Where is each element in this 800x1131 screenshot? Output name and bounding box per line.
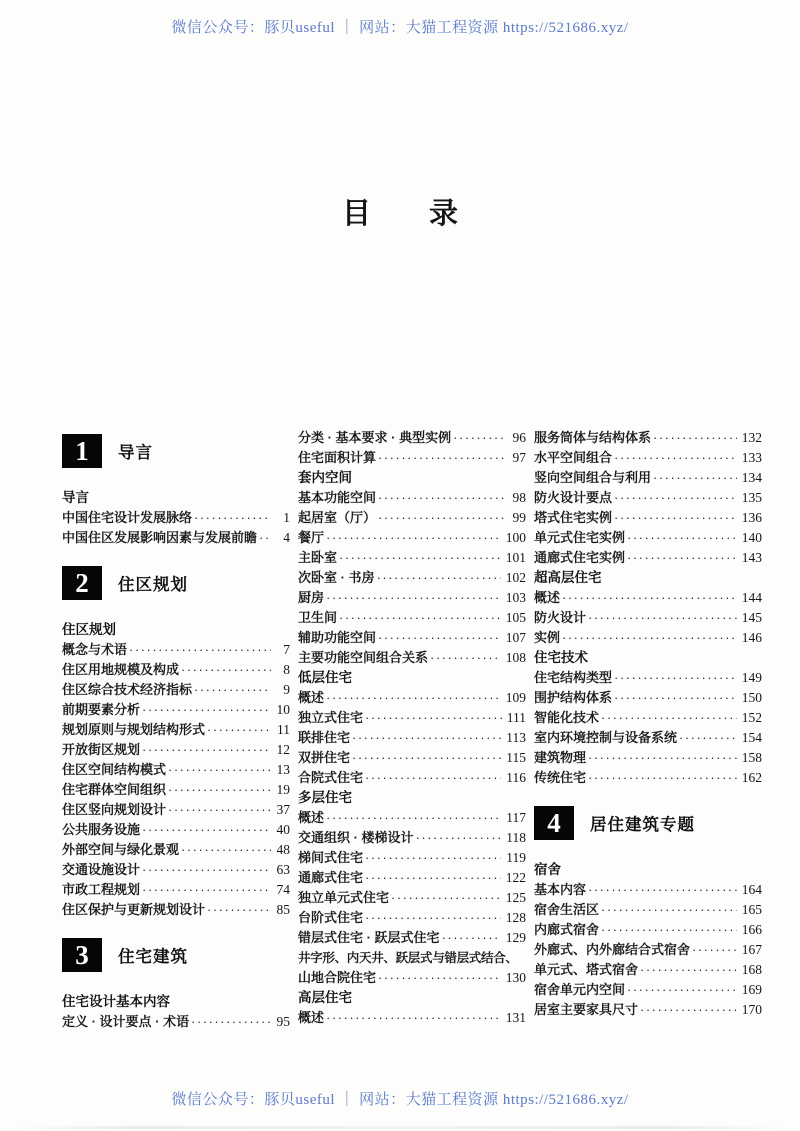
- toc-entry-page-number: 48: [276, 842, 290, 857]
- toc-subheading: 多层住宅: [298, 790, 352, 805]
- toc-entry-page-number: 8: [283, 662, 290, 677]
- toc-subheading: 套内空间: [298, 470, 352, 485]
- toc-entry-page-number: 131: [505, 1010, 526, 1025]
- toc-entry-page-number: 122: [505, 870, 526, 885]
- toc-entry-page-number: 134: [741, 470, 762, 485]
- toc-entry: [534, 748, 762, 768]
- toc-entry: [534, 708, 762, 728]
- chapter-number-box: 2: [62, 566, 102, 600]
- dot-leader: [614, 668, 737, 688]
- toc-entry-title: 宿舍生活区: [534, 902, 600, 917]
- toc-entry: [62, 880, 290, 900]
- toc-entry-page-number: 108: [505, 650, 526, 665]
- toc-entry: [298, 608, 526, 628]
- toc-entry: [534, 920, 762, 940]
- toc-entry: [534, 980, 762, 1000]
- toc-entry-page-number: 162: [741, 770, 762, 785]
- toc-entry-title: 错层式住宅 · 跃层式住宅: [298, 930, 440, 945]
- toc-entry: [62, 840, 290, 860]
- dot-leader: [207, 900, 271, 920]
- dot-leader: [588, 608, 737, 628]
- toc-entry-page-number: 37: [276, 802, 290, 817]
- dot-leader: [365, 908, 501, 928]
- toc-entry-page-number: 167: [741, 942, 762, 957]
- toc-entry-title: 住区保护与更新规划设计: [62, 902, 206, 917]
- dot-leader: [588, 768, 737, 788]
- toc-entry-title: 防火设计: [534, 610, 587, 625]
- toc-entry: [534, 940, 762, 960]
- toc-entry-page-number: 135: [741, 490, 762, 505]
- toc-entry-page-number: 158: [741, 750, 762, 765]
- toc-entry-title: 双拼住宅: [298, 750, 351, 765]
- toc-entry-page-number: 97: [512, 450, 526, 465]
- dot-leader: [442, 928, 501, 948]
- toc-entry-page-number: 109: [505, 690, 526, 705]
- chapter-label: 居住建筑专题: [590, 816, 695, 834]
- dot-leader: [168, 760, 271, 780]
- dot-leader: [365, 768, 501, 788]
- toc-entry-page-number: 132: [741, 430, 762, 445]
- toc-entry: [298, 548, 526, 568]
- dot-leader: [562, 628, 737, 648]
- toc-entry-title: 住区竖向规划设计: [62, 802, 167, 817]
- toc-entry: [534, 588, 762, 608]
- toc-entry-title: 中国住区发展影响因素与发展前瞻: [62, 530, 258, 545]
- toc-entry-page-number: 119: [506, 850, 526, 865]
- dot-leader: [259, 528, 271, 548]
- toc-entry-page-number: 95: [276, 1014, 290, 1029]
- toc-entry: [62, 740, 290, 760]
- toc-subheading: 宿舍: [534, 862, 561, 877]
- dot-leader: [365, 848, 501, 868]
- toc-entry-title: 服务筒体与结构体系: [534, 430, 652, 445]
- toc-entry: [534, 448, 762, 468]
- toc-entry-title: 住宅结构类型: [534, 670, 613, 685]
- toc-entry-title: 单元式、塔式宿舍: [534, 962, 639, 977]
- toc-entry-page-number: 165: [741, 902, 762, 917]
- chapter-number-box: 3: [62, 938, 102, 972]
- toc-subheading: 住区规划: [62, 622, 116, 637]
- toc-entry-page-number: 4: [283, 530, 290, 545]
- toc-entry: [534, 628, 762, 648]
- toc-entry-title: 概念与术语: [62, 642, 128, 657]
- toc-entry: [298, 508, 526, 528]
- dot-leader: [352, 728, 501, 748]
- toc-entry-title: 山地合院住宅: [298, 970, 377, 985]
- toc-entry: [534, 488, 762, 508]
- toc-columns: [62, 428, 762, 1032]
- dot-leader: [588, 748, 737, 768]
- toc-entry-title: 实例: [534, 630, 561, 645]
- dot-leader: [562, 588, 737, 608]
- toc-entry-page-number: 9: [283, 682, 290, 697]
- toc-entry-page-number: 117: [506, 810, 526, 825]
- toc-entry-page-number: 96: [512, 430, 526, 445]
- dot-leader: [339, 608, 501, 628]
- toc-entry-page-number: 105: [505, 610, 526, 625]
- toc-entry-page-number: 1: [283, 510, 290, 525]
- toc-entry-title: 起居室（厅）: [298, 510, 377, 525]
- dot-leader: [378, 448, 507, 468]
- toc-entry-title: 外廊式、内外廊结合式宿舍: [534, 942, 691, 957]
- toc-entry: [534, 960, 762, 980]
- dot-leader: [614, 688, 737, 708]
- toc-entry-title: 规划原则与规划结构形式: [62, 722, 206, 737]
- toc-entry: [298, 808, 526, 828]
- toc-entry-page-number: 111: [506, 710, 526, 725]
- toc-entry: [298, 1008, 526, 1028]
- dot-leader: [640, 1000, 737, 1020]
- dot-leader: [627, 980, 737, 1000]
- toc-entry-page-number: 100: [505, 530, 526, 545]
- chapter-heading: [62, 566, 290, 600]
- toc-entry: [62, 660, 290, 680]
- header-watermark-text: 微信公众号：豚贝useful ｜ 网站：大猫工程资源 https://521686.xyz/: [171, 20, 629, 36]
- toc-entry-title: 概述: [298, 810, 325, 825]
- toc-entry-page-number: 146: [741, 630, 762, 645]
- dot-leader: [181, 840, 271, 860]
- toc-entry: [534, 608, 762, 628]
- toc-entry-title: 中国住宅设计发展脉络: [62, 510, 193, 525]
- toc-entry: [298, 488, 526, 508]
- toc-entry-title: 主要功能空间组合关系: [298, 650, 429, 665]
- toc-entry-title: 通廊式住宅: [298, 870, 364, 885]
- toc-entry-page-number: 63: [276, 862, 290, 877]
- toc-entry-title: 单元式住宅实例: [534, 530, 626, 545]
- dot-leader: [365, 708, 502, 728]
- toc-entry-page-number: 118: [506, 830, 526, 845]
- toc-entry-title: 卫生间: [298, 610, 338, 625]
- toc-entry-title: 通廊式住宅实例: [534, 550, 626, 565]
- toc-entry-title: 住区空间结构模式: [62, 762, 167, 777]
- dot-leader: [142, 880, 271, 900]
- dot-leader: [653, 468, 737, 488]
- toc-subheading: 高层住宅: [298, 990, 352, 1005]
- toc-entry: [298, 648, 526, 668]
- chapter-label: 住区规划: [118, 576, 188, 594]
- toc-entry-title: 独立式住宅: [298, 710, 364, 725]
- toc-entry: [298, 888, 526, 908]
- toc-entry: [62, 760, 290, 780]
- toc-entry-page-number: 115: [506, 750, 526, 765]
- toc-entry-title: 联排住宅: [298, 730, 351, 745]
- toc-entry: [534, 428, 762, 448]
- toc-entry-title: 公共服务设施: [62, 822, 141, 837]
- dot-leader: [194, 680, 271, 700]
- dot-leader: [679, 728, 737, 748]
- toc-entry-page-number: 166: [741, 922, 762, 937]
- dot-leader: [588, 880, 737, 900]
- toc-entry-title: 定义 · 设计要点 · 术语: [62, 1014, 190, 1029]
- chapter-heading: [62, 434, 290, 468]
- dot-leader: [601, 920, 737, 940]
- toc-entry-page-number: 133: [741, 450, 762, 465]
- toc-entry-title: 次卧室 · 书房: [298, 570, 375, 585]
- toc-entry-page-number: 113: [506, 730, 526, 745]
- toc-entry-title: 厨房: [298, 590, 325, 605]
- toc-entry-page-number: 99: [512, 510, 526, 525]
- toc-entry-title: 外部空间与绿化景观: [62, 842, 180, 857]
- toc-entry-page-number: 7: [283, 642, 290, 657]
- dot-leader: [430, 648, 501, 668]
- toc-entry: [62, 780, 290, 800]
- dot-leader: [326, 808, 501, 828]
- toc-entry-title: 建筑物理: [534, 750, 587, 765]
- toc-entry-title: 前期要素分析: [62, 702, 141, 717]
- dot-leader: [326, 1008, 501, 1028]
- toc-entry-page-number: 12: [276, 742, 290, 757]
- toc-entry-page-number: 103: [505, 590, 526, 605]
- toc-entry-title: 室内环境控制与设备系统: [534, 730, 678, 745]
- footer-watermark-text: 微信公众号：豚贝useful ｜ 网站：大猫工程资源 https://521686.xyz/: [171, 1092, 629, 1108]
- toc-entry-page-number: 40: [276, 822, 290, 837]
- toc-column-center: [298, 428, 526, 1032]
- toc-entry: [298, 708, 526, 728]
- toc-entry: [62, 820, 290, 840]
- chapter-label: 住宅建筑: [118, 948, 188, 966]
- dot-leader: [391, 888, 501, 908]
- dot-leader: [326, 688, 501, 708]
- chapter-number-box: 4: [534, 806, 574, 840]
- toc-entry-title: 塔式住宅实例: [534, 510, 613, 525]
- toc-entry: [62, 508, 290, 528]
- toc-subheading: 导言: [62, 490, 89, 505]
- toc-entry-continuation: 井字形、内天井、跃层式与错层式结合、: [298, 951, 518, 965]
- toc-entry: [534, 900, 762, 920]
- toc-entry-page-number: 144: [741, 590, 762, 605]
- toc-entry-page-number: 152: [741, 710, 762, 725]
- toc-entry: [534, 508, 762, 528]
- dot-leader: [378, 488, 507, 508]
- toc-entry-title: 围护结构体系: [534, 690, 613, 705]
- toc-entry-title: 住宅群体空间组织: [62, 782, 167, 797]
- toc-entry-title: 基本内容: [534, 882, 587, 897]
- toc-entry-title: 台阶式住宅: [298, 910, 364, 925]
- toc-entry: [62, 680, 290, 700]
- toc-entry: [298, 568, 526, 588]
- toc-entry-title: 住宅面积计算: [298, 450, 377, 465]
- toc-entry: [298, 908, 526, 928]
- toc-entry-page-number: 116: [506, 770, 526, 785]
- dot-leader: [142, 820, 271, 840]
- toc-entry: [534, 1000, 762, 1020]
- toc-entry-page-number: 149: [741, 670, 762, 685]
- toc-subheading: 住宅技术: [534, 650, 588, 665]
- toc-entry-page-number: 102: [505, 570, 526, 585]
- dot-leader: [168, 780, 271, 800]
- toc-entry-page-number: 164: [741, 882, 762, 897]
- dot-leader: [416, 828, 502, 848]
- toc-entry-page-number: 101: [505, 550, 526, 565]
- dot-leader: [640, 960, 737, 980]
- toc-entry: [298, 848, 526, 868]
- toc-entry-title: 开放街区规划: [62, 742, 141, 757]
- dot-leader: [142, 860, 271, 880]
- toc-entry: [534, 468, 762, 488]
- toc-entry-page-number: 145: [741, 610, 762, 625]
- toc-entry-page-number: 128: [505, 910, 526, 925]
- toc-entry: [534, 880, 762, 900]
- dot-leader: [168, 800, 271, 820]
- toc-entry: [62, 528, 290, 548]
- toc-entry: [534, 688, 762, 708]
- toc-entry-title: 合院式住宅: [298, 770, 364, 785]
- dot-leader: [339, 548, 501, 568]
- toc-entry-page-number: 98: [512, 490, 526, 505]
- dot-leader: [181, 660, 271, 680]
- toc-entry-title: 交通设施设计: [62, 862, 141, 877]
- chapter-heading: [534, 806, 762, 840]
- toc-entry-title: 分类 · 基本要求 · 典型实例: [298, 430, 452, 445]
- dot-leader: [453, 428, 507, 448]
- toc-column-left: [62, 428, 290, 1032]
- toc-entry-page-number: 10: [276, 702, 290, 717]
- dot-leader: [614, 488, 737, 508]
- toc-entry: [534, 528, 762, 548]
- dot-leader: [142, 740, 271, 760]
- dot-leader: [377, 568, 501, 588]
- toc-entry: [298, 688, 526, 708]
- toc-entry: [298, 748, 526, 768]
- dot-leader: [365, 868, 501, 888]
- toc-entry: [534, 548, 762, 568]
- dot-leader: [378, 968, 501, 988]
- toc-entry: [62, 1012, 290, 1032]
- dot-leader: [191, 1012, 271, 1032]
- chapter-label: 导言: [118, 444, 153, 462]
- toc-entry-page-number: 168: [741, 962, 762, 977]
- toc-entry: [62, 900, 290, 920]
- toc-entry-title: 概述: [298, 690, 325, 705]
- dot-leader: [378, 508, 507, 528]
- toc-entry-title: 智能化技术: [534, 710, 600, 725]
- toc-entry-title: 餐厅: [298, 530, 325, 545]
- toc-entry: [298, 448, 526, 468]
- toc-entry-title: 概述: [298, 1010, 325, 1025]
- toc-entry-page-number: 11: [277, 722, 290, 737]
- dot-leader: [326, 528, 501, 548]
- toc-entry-title: 辅助功能空间: [298, 630, 377, 645]
- dot-leader: [627, 528, 737, 548]
- toc-entry: [62, 860, 290, 880]
- toc-subheading: 低层住宅: [298, 670, 352, 685]
- toc-entry: [534, 668, 762, 688]
- toc-entry-page-number: 150: [741, 690, 762, 705]
- toc-entry-title: 市政工程规划: [62, 882, 141, 897]
- toc-entry: [298, 528, 526, 548]
- dot-leader: [142, 700, 271, 720]
- toc-entry: [62, 800, 290, 820]
- toc-entry: [298, 588, 526, 608]
- toc-entry-page-number: 19: [276, 782, 290, 797]
- toc-entry-page-number: 143: [741, 550, 762, 565]
- toc-entry: [62, 700, 290, 720]
- toc-entry-title: 竖向空间组合与利用: [534, 470, 652, 485]
- toc-subheading: 住宅设计基本内容: [62, 994, 170, 1009]
- toc-entry-page-number: 169: [741, 982, 762, 997]
- dot-leader: [653, 428, 737, 448]
- dot-leader: [601, 900, 737, 920]
- toc-entry: [298, 428, 526, 448]
- toc-entry-title: 水平空间组合: [534, 450, 613, 465]
- toc-entry-page-number: 140: [741, 530, 762, 545]
- toc-entry-page-number: 154: [741, 730, 762, 745]
- toc-entry-title: 基本功能空间: [298, 490, 377, 505]
- toc-subheading: 超高层住宅: [534, 570, 602, 585]
- toc-entry-title: 内廊式宿舍: [534, 922, 600, 937]
- toc-entry-page-number: 125: [505, 890, 526, 905]
- page-title: 目 录: [341, 198, 458, 230]
- toc-entry-title: 住区用地规模及构成: [62, 662, 180, 677]
- dot-leader: [352, 748, 501, 768]
- dot-leader: [326, 588, 501, 608]
- chapter-heading: [62, 938, 290, 972]
- dot-leader: [207, 720, 271, 740]
- toc-entry: [298, 768, 526, 788]
- toc-entry-title: 宿舍单元内空间: [534, 982, 626, 997]
- toc-entry: [298, 868, 526, 888]
- dot-leader: [692, 940, 737, 960]
- toc-entry: [298, 968, 526, 988]
- toc-entry-title: 防火设计要点: [534, 490, 613, 505]
- dot-leader: [627, 548, 737, 568]
- toc-entry-title: 居室主要家具尺寸: [534, 1002, 639, 1017]
- toc-entry-title: 独立单元式住宅: [298, 890, 390, 905]
- toc-entry: [534, 728, 762, 748]
- dot-leader: [601, 708, 737, 728]
- scan-edge-artifact: [20, 1126, 780, 1129]
- toc-entry-title: 概述: [534, 590, 561, 605]
- toc-entry-page-number: 129: [505, 930, 526, 945]
- toc-entry-page-number: 170: [741, 1002, 762, 1017]
- toc-entry-title: 主卧室: [298, 550, 338, 565]
- toc-entry: [298, 828, 526, 848]
- toc-entry: [298, 728, 526, 748]
- toc-entry: [534, 768, 762, 788]
- toc-entry-page-number: 130: [505, 970, 526, 985]
- toc-entry-title: 传统住宅: [534, 770, 587, 785]
- toc-entry: [298, 928, 526, 948]
- toc-entry-page-number: 107: [505, 630, 526, 645]
- dot-leader: [614, 508, 737, 528]
- toc-entry-page-number: 136: [741, 510, 762, 525]
- toc-column-right: [534, 428, 762, 1032]
- dot-leader: [129, 640, 271, 660]
- dot-leader: [378, 628, 501, 648]
- toc-entry: [62, 640, 290, 660]
- toc-entry-page-number: 85: [276, 902, 290, 917]
- toc-entry: [298, 628, 526, 648]
- toc-entry-title: 住区综合技术经济指标: [62, 682, 193, 697]
- dot-leader: [194, 508, 271, 528]
- chapter-number-box: 1: [62, 434, 102, 468]
- toc-entry-title: 交通组织 · 楼梯设计: [298, 830, 414, 845]
- toc-entry: [62, 720, 290, 740]
- dot-leader: [614, 448, 737, 468]
- toc-entry-title: 梯间式住宅: [298, 850, 364, 865]
- toc-entry-page-number: 74: [276, 882, 290, 897]
- toc-entry-page-number: 13: [276, 762, 290, 777]
